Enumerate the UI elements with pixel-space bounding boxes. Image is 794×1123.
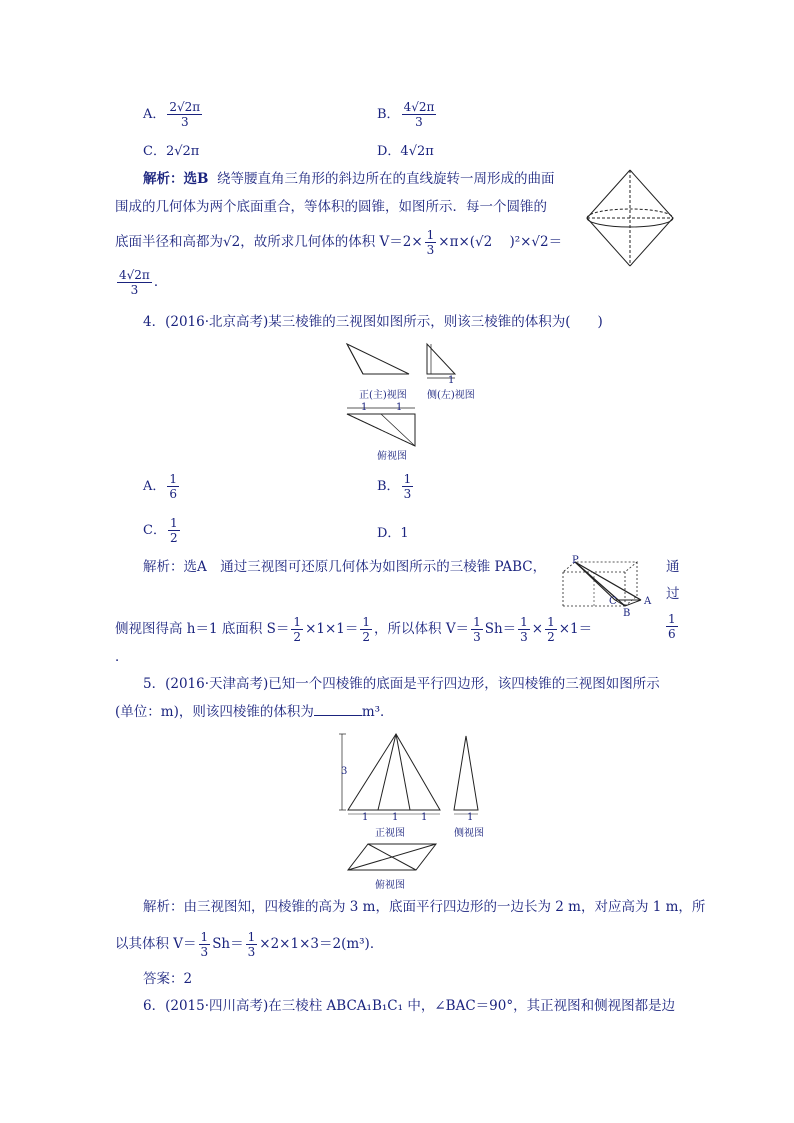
q4-analysis-side-2: 过: [666, 586, 680, 602]
q5-dim-height: 3: [341, 766, 348, 777]
double-cone-figure: [585, 168, 675, 268]
fraction: $\frac{1}{6}$: [169, 472, 178, 501]
fraction: $\frac{1}{3}$: [403, 472, 412, 501]
q5-side-view-caption: 侧视图: [454, 828, 484, 839]
answer-blank: [314, 703, 362, 716]
fraction: $\frac{2√2\pi}{3}$: [169, 100, 201, 129]
q4-option-b: B． $\frac{1}{3}$: [377, 472, 412, 501]
fraction: $\frac{1}{3}$: [200, 930, 209, 959]
fraction: $\frac{1}{2}$: [293, 615, 302, 644]
fraction: $\frac{1}{3}$: [520, 615, 528, 644]
q5-answer: 答案：2: [143, 971, 193, 987]
fraction: $\frac{1}{3}$: [426, 228, 435, 257]
q4-result: [664, 612, 680, 641]
q4-analysis-line1: 解析：选A 通过三视图可还原几何体为如图所示的三棱锥 PABC，: [143, 559, 547, 575]
q5-analysis-line1: 解析：由三视图知，四棱锥的高为 3 m，底面平行四边形的一边长为 2 m，对应高为 1 m，所: [143, 899, 706, 915]
q5-dim-1b: 1: [392, 812, 399, 823]
fraction: $\frac{4√2\pi}{3}$: [119, 268, 150, 297]
q4-label-b: B: [623, 608, 631, 619]
fraction: $\frac{1}{3}$: [247, 930, 256, 959]
q5-three-views: [338, 730, 498, 880]
q3-analysis-line4: $\frac{4√2\pi}{3}$ ．: [119, 268, 168, 297]
q6-stem: 6．(2015·四川高考)在三棱柱 ABCA₁B₁C₁ 中，∠BAC＝90°，其正视图和侧视图都是边: [143, 998, 676, 1014]
q5-dim-1a: 1: [362, 812, 369, 823]
q5-stem-line1: 5．(2016·天津高考)已知一个四棱锥的底面是平行四边形，该四棱锥的三视图如图所示: [143, 676, 660, 692]
fraction: $\frac{1}{6}$: [668, 612, 676, 641]
q3-option-c: C．2√2π: [143, 144, 200, 159]
q3-analysis-line1: 解析：选B 绕等腰直角三角形的斜边所在的直线旋转一周形成的曲面: [143, 171, 555, 187]
q4-end-dot: ．: [115, 649, 129, 665]
q5-dim-1d: 1: [467, 812, 474, 823]
q3-option-d: D．4√2π: [377, 144, 434, 159]
q3-analysis-line3: 底面半径和高都为√2，故所求几何体的体积 V＝2× $\frac{1}{3}$ ×π×(√2 )²×√2＝: [115, 228, 563, 257]
q4-option-c: C． $\frac{1}{2}$: [143, 516, 178, 545]
q4-stem: 4．(2016·北京高考)某三棱锥的三视图如图所示，则该三棱锥的体积为( ): [143, 314, 603, 330]
q4-option-a: A． $\frac{1}{6}$: [143, 472, 178, 501]
q4-dim-top-right: 1: [396, 402, 403, 413]
fraction: $\frac{1}{3}$: [473, 615, 481, 644]
q4-front-view-caption: 正(主)视图: [359, 390, 407, 401]
q3-option-a: A． $\frac{2√2\pi}{3}$: [143, 100, 201, 129]
q5-front-view-caption: 正视图: [375, 828, 405, 839]
q5-dim-1c: 1: [421, 812, 428, 823]
q5-stem-line2: (单位：m)，则该四棱锥的体积为 m³．: [115, 704, 394, 720]
q5-top-view-caption: 俯视图: [375, 880, 405, 891]
q3-analysis-line2: 围成的几何体为两个底面重合，等体积的圆锥，如图所示．每一个圆锥的: [115, 199, 547, 215]
q4-top-view-caption: 俯视图: [377, 451, 407, 462]
q4-analysis-side-1: 通: [666, 559, 680, 575]
q4-dim-top-left: 1: [361, 402, 368, 413]
q4-label-p: P: [572, 555, 579, 566]
q4-dim-side: 1: [448, 375, 455, 386]
q4-label-a: A: [644, 596, 652, 607]
q4-pyramid-figure: [555, 556, 655, 620]
q4-side-view-caption: 侧(左)视图: [427, 390, 475, 401]
fraction: $\frac{1}{2}$: [169, 516, 178, 545]
fraction: $\frac{1}{2}$: [547, 615, 555, 644]
q4-option-d: D．1: [377, 526, 409, 541]
q5-analysis-line2: 以其体积 V＝ $\frac{1}{3}$ Sh＝ $\frac{1}{3}$ ×2×1×3＝2(m³)．: [115, 930, 384, 959]
fraction: $\frac{1}{2}$: [362, 615, 371, 644]
fraction: $\frac{4√2\pi}{3}$: [403, 100, 435, 129]
q4-analysis-line2: 侧视图得高 h＝1 底面积 S＝ $\frac{1}{2}$ ×1×1＝ $\frac{1}{2}$ ，所以体积 V＝ $\frac{1}{3}$ Sh＝ $\frac{1}{3}$ × $\frac{1}{2}$ ×1＝: [115, 615, 593, 644]
q4-label-c: C: [609, 596, 617, 607]
q3-option-b: B． $\frac{4√2\pi}{3}$: [377, 100, 435, 129]
